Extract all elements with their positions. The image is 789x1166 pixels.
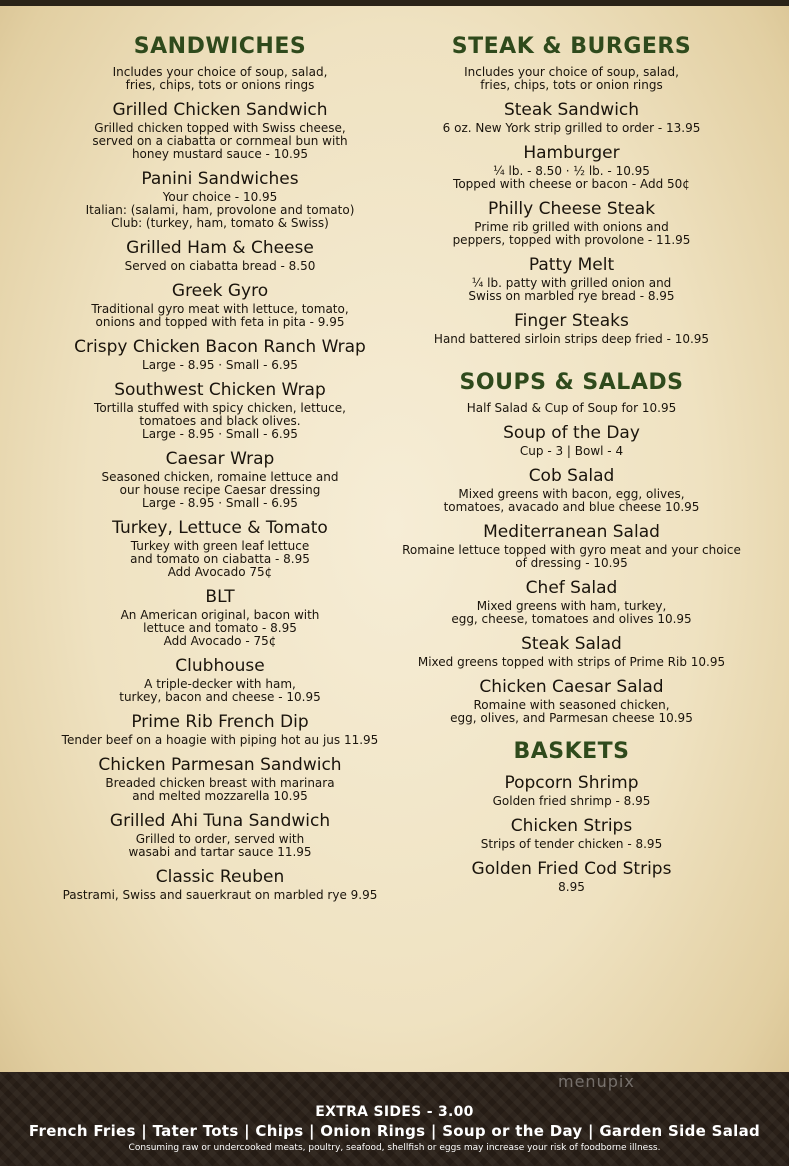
menu-item-description: Traditional gyro meat with lettuce, tomato, onions and topped with feta in pita - 9.95 (91, 302, 349, 329)
menu-item (0, 867, 440, 902)
menu-item-name: Southwest Chicken Wrap (114, 380, 326, 400)
menu-item (0, 518, 440, 579)
menu-item-description: Seasoned chicken, romaine lettuce and our house recipe Caesar dressing Large - 8.95 · Small - 6.95 (101, 470, 339, 510)
baskets-title: BASKETS (513, 739, 630, 764)
steak-burgers-note: Includes your choice of soup, salad, fries, chips, tots or onion rings (464, 65, 679, 92)
menupix-watermark: menupix (558, 1072, 635, 1091)
menu-item (400, 859, 743, 894)
menu-item-name: Chicken Caesar Salad (479, 677, 664, 697)
menu-item-name: Grilled Ham & Cheese (126, 238, 314, 258)
menu-item (400, 143, 743, 191)
menu-item-description: ¼ lb. patty with grilled onion and Swiss on marbled rye bread - 8.95 (468, 276, 675, 303)
sandwiches-column (0, 30, 440, 902)
menu-item (400, 773, 743, 808)
menu-item-description: Served on ciabatta bread - 8.50 (124, 259, 316, 273)
menu-item-name: Turkey, Lettuce & Tomato (112, 518, 328, 538)
menu-item (400, 677, 743, 725)
menu-item-name: Chicken Strips (510, 816, 633, 836)
menu-item (400, 816, 743, 851)
menu-item-name: Steak Salad (521, 634, 622, 654)
menu-item (400, 311, 743, 346)
menu-item (400, 522, 743, 570)
top-border (0, 0, 789, 6)
menu-item-description: Mixed greens with ham, turkey, egg, cheese, tomatoes and olives 10.95 (451, 599, 692, 626)
menu-item-description: Pastrami, Swiss and sauerkraut on marbled rye 9.95 (62, 888, 378, 902)
menu-item-description: Grilled chicken topped with Swiss cheese, served on a ciabatta or cornmeal bun with honey mustard sauce - 10.95 (92, 121, 348, 161)
extra-sides-list: French Fries | Tater Tots | Chips | Onion Rings | Soup or the Day | Garden Side Salad (28, 1122, 761, 1140)
menu-item-description: Prime rib grilled with onions and peppers, topped with provolone - 11.95 (452, 220, 691, 247)
menu-item-name: Cob Salad (528, 466, 615, 486)
menu-item-name: Mediterranean Salad (483, 522, 660, 542)
menu-item-name: Patty Melt (528, 255, 615, 275)
menu-item-description: A triple-decker with ham, turkey, bacon and cheese - 10.95 (119, 677, 321, 704)
menu-item (400, 466, 743, 514)
menu-item-description: An American original, bacon with lettuce and tomato - 8.95 Add Avocado - 75¢ (120, 608, 320, 648)
menu-item (0, 587, 440, 648)
steak-burgers-title: STEAK & BURGERS (451, 34, 692, 59)
menu-item-name: Soup of the Day (503, 423, 640, 443)
menu-item-name: Grilled Chicken Sandwich (112, 100, 328, 120)
menu-item-name: Chef Salad (525, 578, 618, 598)
soups-salads-note: Half Salad & Cup of Soup for 10.95 (466, 401, 677, 415)
menu-item-name: Popcorn Shrimp (504, 773, 639, 793)
menu-item-description: Romaine lettuce topped with gyro meat and your choice of dressing - 10.95 (402, 543, 741, 570)
menu-item-description: Cup - 3 | Bowl - 4 (519, 444, 624, 458)
soups-salads-title: SOUPS & SALADS (459, 370, 684, 395)
menu-item-description: Your choice - 10.95 Italian: (salami, ham, provolone and tomato) Club: (turkey, ham, tomato & Swiss) (85, 190, 355, 230)
menu-item-description: Strips of tender chicken - 8.95 (480, 837, 663, 851)
menu-item-name: Chicken Parmesan Sandwich (98, 755, 342, 775)
right-column (400, 30, 743, 894)
menu-item (0, 281, 440, 329)
menu-item-description: Tender beef on a hoagie with piping hot au jus 11.95 (61, 733, 379, 747)
extra-sides-footer (0, 1072, 789, 1166)
menu-item (400, 578, 743, 626)
menu-item-name: Philly Cheese Steak (487, 199, 656, 219)
menu-item-name: Caesar Wrap (165, 449, 275, 469)
sandwiches-note: Includes your choice of soup, salad, fries, chips, tots or onions rings (112, 65, 328, 92)
menu-item-name: Grilled Ahi Tuna Sandwich (109, 811, 331, 831)
menu-item (0, 337, 440, 372)
menu-item-description: Breaded chicken breast with marinara and melted mozzarella 10.95 (105, 776, 335, 803)
menu-item (0, 238, 440, 273)
menu-item-name: Golden Fried Cod Strips (471, 859, 672, 879)
menu-item-name: Finger Steaks (514, 311, 629, 331)
menu-item-name: BLT (205, 587, 235, 607)
menu-item (0, 755, 440, 803)
menu-item (0, 380, 440, 441)
menu-item-description: 8.95 (558, 880, 585, 894)
menu-item-description: 6 oz. New York strip grilled to order - 13.95 (442, 121, 701, 135)
menu-item-description: Golden fried shrimp - 8.95 (492, 794, 651, 808)
menu-item-name: Prime Rib French Dip (131, 712, 309, 732)
menu-item-description: Mixed greens with bacon, egg, olives, tomatoes, avacado and blue cheese 10.95 (443, 487, 700, 514)
menu-item (0, 449, 440, 510)
menu-item-name: Greek Gyro (171, 281, 269, 301)
menu-item (0, 656, 440, 704)
menu-item-description: Large - 8.95 · Small - 6.95 (142, 358, 298, 372)
extra-sides-title: EXTRA SIDES - 3.00 (315, 1104, 474, 1120)
menu-item-description: Romaine with seasoned chicken, egg, olives, and Parmesan cheese 10.95 (450, 698, 693, 725)
menu-item-description: ¼ lb. - 8.50 · ½ lb. - 10.95 Topped with cheese or bacon - Add 50¢ (453, 164, 690, 191)
menu-item (400, 100, 743, 135)
menu-item-description: Grilled to order, served with wasabi and tartar sauce 11.95 (128, 832, 312, 859)
menu-item-description: Tortilla stuffed with spicy chicken, lettuce, tomatoes and black olives. Large - 8.95 · Small - 6.95 (94, 401, 346, 441)
menu-item-name: Panini Sandwiches (141, 169, 299, 189)
menu-item-description: Hand battered sirloin strips deep fried - 10.95 (433, 332, 710, 346)
menu-item (0, 169, 440, 230)
sandwiches-title: SANDWICHES (133, 34, 307, 59)
menu-item (400, 423, 743, 458)
menu-item-description: Mixed greens topped with strips of Prime Rib 10.95 (417, 655, 726, 669)
menu-item-description: Turkey with green leaf lettuce and tomato on ciabatta - 8.95 Add Avocado 75¢ (130, 539, 310, 579)
menu-item (400, 255, 743, 303)
menu-item (400, 634, 743, 669)
food-safety-warning: Consuming raw or undercooked meats, poultry, seafood, shellfish or eggs may increase your risk of foodborne illness. (128, 1143, 661, 1153)
menu-item-name: Classic Reuben (155, 867, 285, 887)
menu-item (0, 100, 440, 161)
menu-item-name: Crispy Chicken Bacon Ranch Wrap (74, 337, 366, 357)
menu-item (400, 199, 743, 247)
menu-item (0, 811, 440, 859)
menu-item (0, 712, 440, 747)
menu-item-name: Steak Sandwich (503, 100, 640, 120)
menu-item-name: Hamburger (523, 143, 620, 163)
menu-item-name: Clubhouse (175, 656, 265, 676)
